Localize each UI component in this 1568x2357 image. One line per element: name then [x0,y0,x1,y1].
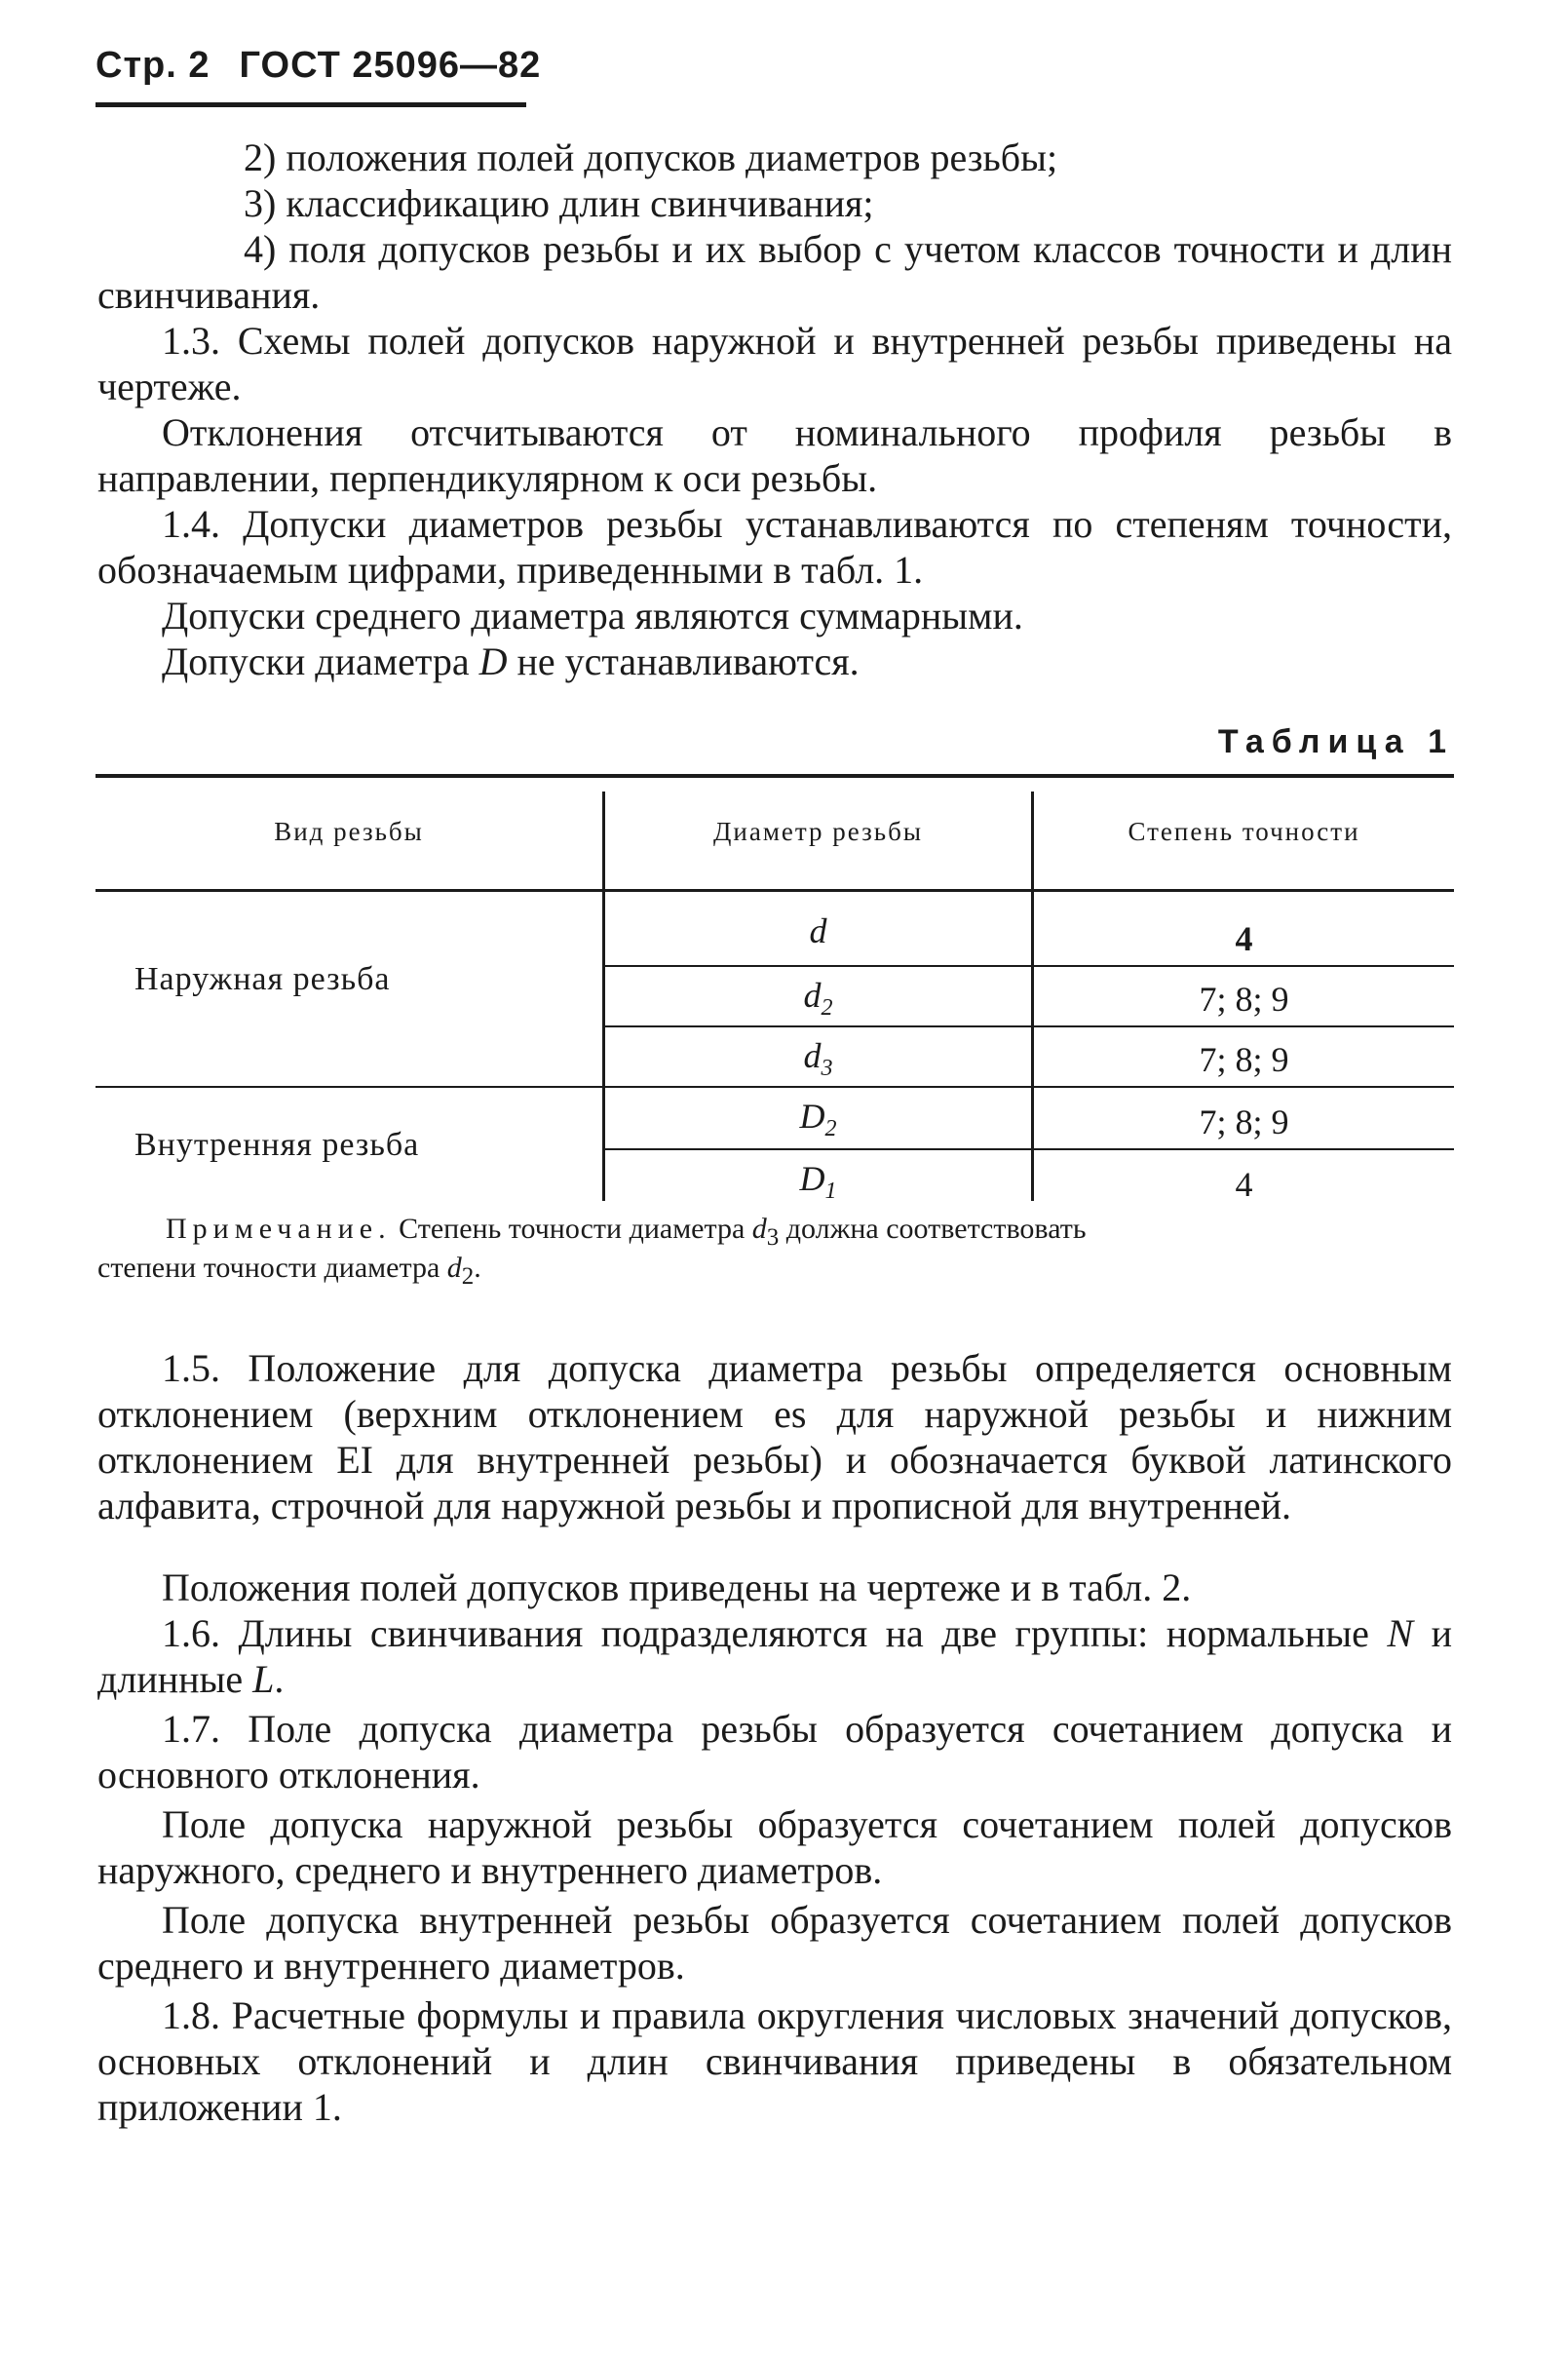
page-header [96,45,541,87]
table-cell-diameter: d [809,911,827,950]
table-cell-diameter: $D_1$ [799,1159,837,1205]
table-cell-grade: 4 [1235,919,1253,958]
paragraph-1-4-sum: Допуски среднего диаметра являются суммарными. [162,594,1023,638]
table-cell-diameter: $d_2$ [803,976,833,1022]
paragraph-1-7: 1.7. Поле допуска диаметра резьбы образуется сочетанием допуска и основного отклонения. [97,1707,1452,1797]
paragraph-1-4-d: Допуски диаметра D не устанавливаются. [162,639,860,683]
var-L: L [252,1657,275,1701]
paragraph-1-5-positions: Положения полей допусков приведены на чертеже и в табл. 2. [162,1565,1192,1609]
table-cell-kind-internal: Внутренняя резьба [134,1127,420,1163]
table-1 [96,774,1454,1215]
paragraph-1-8: 1.8. Расчетные формулы и правила округления числовых значений допусков, основных отклонений и длин свинчивания приведены в обязательном приложении 1. [97,1993,1452,2129]
table-note-line-2: степени точности диаметра $d_2$. [97,1252,481,1290]
table-cell-diameter: $D_2$ [799,1097,837,1142]
table-row-rule [602,1148,1454,1150]
list-item-4: 4) поля допусков резьбы и их выбор с учетом классов точности и длин свинчивания. [97,227,1452,317]
table-header-kind: Вид резьбы [274,817,424,846]
note-label: Примечание. [166,1213,392,1245]
paragraph-1-7-internal: Поле допуска внутренней резьбы образуется сочетанием полей допусков среднего и внутреннего диаметров. [97,1898,1452,1988]
table-cell-grade: 7; 8; 9 [1199,980,1289,1019]
table-note: Примечание. Степень точности диаметра $d_3$ должна соответствовать [166,1213,1087,1251]
table-cell-diameter: $d_3$ [803,1036,833,1082]
table-header-rule [96,889,1454,892]
table-cell-kind-external: Наружная резьба [134,961,391,997]
paragraph-1-7-external: Поле допуска наружной резьбы образуется сочетанием полей допусков наружного, среднего и внутреннего диаметров. [97,1802,1452,1892]
paragraph-1-5: 1.5. Положение для допуска диаметра резьбы определяется основным отклонением (верхним отклонением es для наружной резьбы и нижним отклонением EI для внутренней резьбы) и обозначается буквой латинского алфавита, строчной для наружной резьбы и прописной для внутренней. [97,1346,1452,1527]
paragraph-1-6: 1.6. Длины свинчивания подразделяются на две группы: нормальные N и длинные L. [97,1611,1452,1701]
table-header-grade: Степень точности [1128,817,1360,846]
table-row-rule [602,1025,1454,1027]
var-N: N [1387,1611,1414,1655]
table-cell-grade: 7; 8; 9 [1199,1102,1289,1141]
table-header-diameter: Диаметр резьбы [713,817,923,846]
page-number: Стр. 2 [96,45,210,86]
table-caption: Таблица 1 [1217,723,1454,760]
list-item-3: 3) классификацию длин свинчивания; [244,181,874,225]
table-top-rule [96,774,1454,778]
table-group-rule [96,1086,1454,1088]
var-D: D [478,639,508,683]
table-cell-grade: 4 [1235,1165,1253,1204]
list-item-2: 2) положения полей допусков диаметров резьбы; [244,135,1058,179]
paragraph-1-3: 1.3. Схемы полей допусков наружной и внутренней резьбы приведены на чертеже. [97,319,1452,408]
paragraph-1-4: 1.4. Допуски диаметров резьбы устанавливаются по степеням точности, обозначаемым цифрами, приведенными в табл. 1. [97,502,1452,592]
header-rule [96,102,526,107]
table-cell-grade: 7; 8; 9 [1199,1040,1289,1079]
paragraph-1-3-deviations: Отклонения отсчитываются от номинального профиля резьбы в направлении, перпендикулярном к оси резьбы. [97,410,1452,500]
table-row-rule [602,965,1454,967]
standard-code: ГОСТ 25096—82 [239,45,542,86]
